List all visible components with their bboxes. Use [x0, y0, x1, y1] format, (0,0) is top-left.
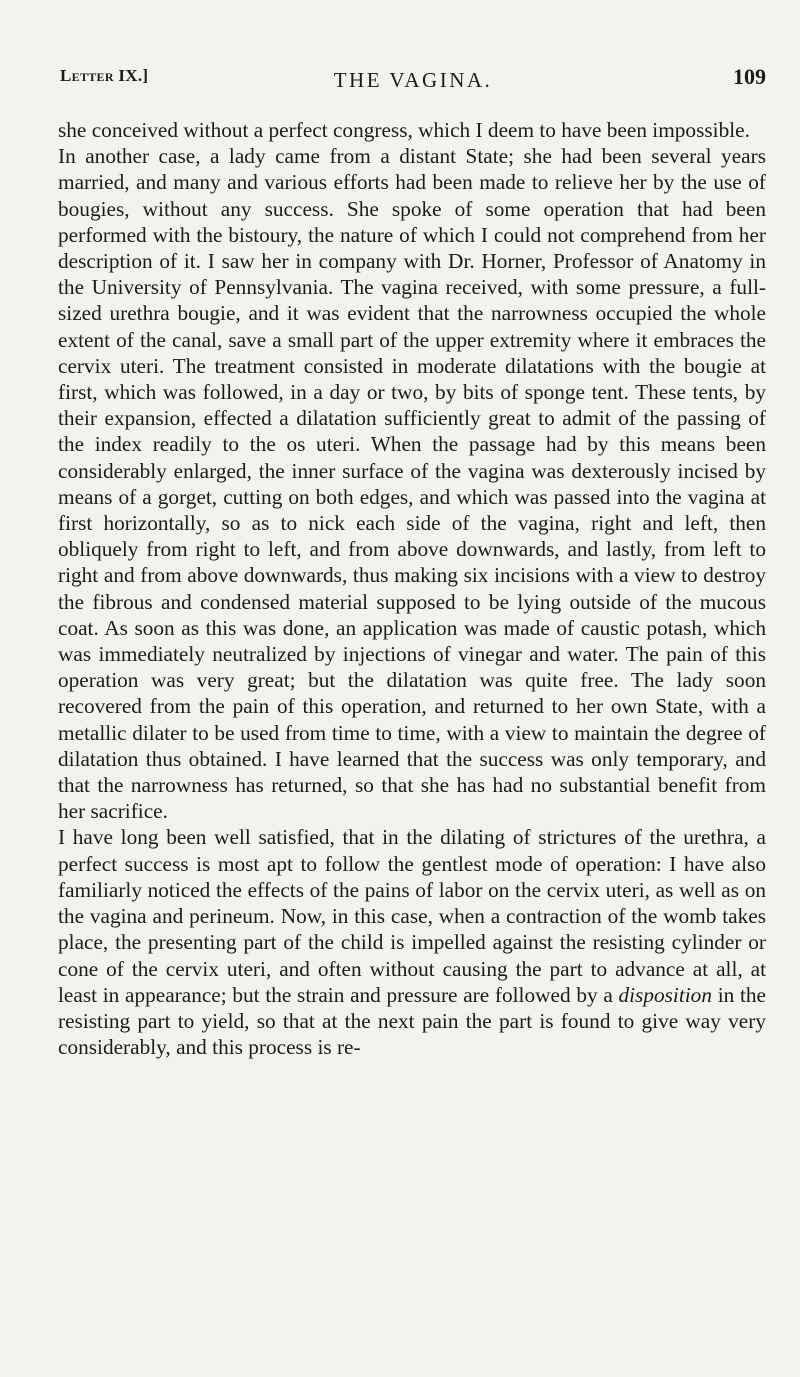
running-header	[60, 66, 766, 106]
page-number: 109	[733, 64, 766, 89]
running-title: THE VAGINA.	[333, 68, 493, 92]
paragraph-dilation-principle	[58, 824, 766, 1060]
paragraph-text-after: in the resisting part to yield, so that at the next pain the part is found to give way very considerably, and this process is re-	[58, 982, 766, 1060]
chapter-label: Letter IX.]	[60, 66, 149, 85]
paragraph-text-before: I have long been well satisfied, that in the dilating of strictures of the urethra, a perfect success is most apt to follow the gentlest mode of operation: I have also familiarly noticed the effects of the pains of labor on the cervix uteri, as well as on the vagina and perineum. Now, in this case, when a contraction of the womb takes place, the presenting part of the child is impelled against the resisting cylinder or cone of the cervix uteri, and often without causing the part to advance at all, at least in appearance; but the strain and pressure are followed by a	[58, 825, 766, 1007]
paragraph-case-report: In another case, a lady came from a distant State; she had been several years married, and many and various efforts had been made to relieve her by the use of bougies, without any success. She spoke of some operation that had been performed with the bistoury, the nature of which I could not comprehend from her description of it. I saw her in company with Dr. Horner, Professor of Anatomy in the University of Pennsylvania. The vagina received, with some pressure, a full-sized urethra bougie, and it was evident that the narrowness occupied the whole extent of the canal, save a small part of the upper extremity where it embraces the cervix uteri. The treatment consisted in moderate dilatations with the bougie at first, which was followed, in a day or two, by bits of sponge tent. These tents, by their expansion, effected a dilatation sufficiently great to admit of the passing of the index readily to the os uteri. When the passage had by this means been considerably enlarged, the inner surface of the vagina was dexterously incised by means of a gorget, cutting on both edges, and which was passed into the vagina at first horizontally, so as to nick each side of the vagina, right and left, then obliquely from right to left, and from above downwards, and lastly, from left to right and from above downwards, thus making six incisions with a view to destroy the fibrous and condensed material supposed to be lying outside of the mucous coat. As soon as this was done, an application was made of caustic potash, which was immediately neutralized by injections of vinegar and water. The pain of this operation was very great; but the dilatation was quite free. The lady soon recovered from the pain of this operation, and returned to her own State, with a metallic dilater to be used from time to time, with a view to maintain the degree of dilatation thus obtained. I have learned that the success was only temporary, and that the narrowness has returned, so that she has had no substantial benefit from her sacrifice.	[58, 144, 766, 824]
paragraph-continuation: she conceived without a perfect congress, which I deem to have been impossible.	[58, 118, 750, 142]
body-text	[58, 117, 766, 1060]
italic-term: disposition	[618, 982, 712, 1007]
